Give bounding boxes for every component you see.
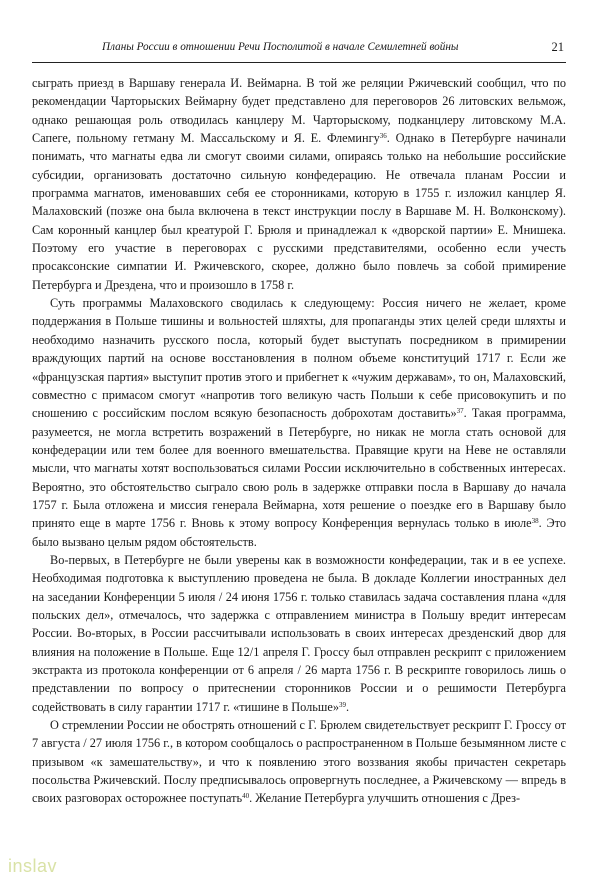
- running-header: [32, 36, 566, 63]
- text-segment: . Желание Петербурга улучшить отношения с Дрез-: [249, 791, 521, 806]
- text-segment: . Такая программа, разумеется, не могла встретить возражений в Петербурге, но никак не могла стать основой для конфедерации или тем более для военного вмешательства. Правящие круги на Неве не оставляли мысли, что магнаты хотят воспользоваться силами России исключительно в собственных интересах. Вероятно, это обстоятельство сыграло свою роль в задержке отправки посла в Варшаву до начала 1757 г. Была отложена и миссия генерала Веймарна, хотя решение о поездке его в Варшаву было принято еще в марте 1756 г. Вновь к этому вопросу Конференция вернулась только в июле: [32, 406, 567, 531]
- text-segment: Суть программы Малаховского сводилась к следующему: Россия ничего не желает, кроме поддержания в Польше тишины и вольностей шляхты, для пропаганды этих целей среди шляхты и необходимо назначить русского посла, который будет выступать посредником в примирении враждующих партий на основе восстановления в полном объеме конституций 1717 г. Если же «французская партия» выступит против этого и прибегнет к «чужим державам», то он, Малаховский, совместно с примасом смогут «напротив того великую часть Польши к себе присовокупить и по сношению с российским послом всякую безопасность доброхотам доставить»: [32, 296, 566, 421]
- footnote-ref-36: 36: [379, 132, 387, 141]
- running-title: Планы России в отношении Речи Посполитой в начале Семилетней войны: [102, 41, 459, 53]
- text-segment: . Это было вызвано целым рядом обстоятельств.: [32, 516, 566, 549]
- paragraph-2: [32, 294, 566, 551]
- text-segment: сыграть приезд в Варшаву генерала И. Веймарна. В той же реляции Ржичевский сообщил, что по рекомендации Чарторыских Веймарну будет представлено для переговоров 26 литовских вельмож, однако решающая роль отводилась канцлеру М. Чарторыскому, подканцлеру литовскому М.А. Сапеге, польному гетману М. Массальскому и Я. Е. Флемингу: [32, 76, 566, 146]
- text-segment: . Однако в Петербурге начинали понимать, что магнаты едва ли смогут своими силами, опираясь только на небольшие российские субсидии, организовать достаточно сильную конфедерацию. Не отвечала планам России и программа магнатов, именовавших себя ее сторонниками, которую в 1755 г. изложил канцлер Я. Малаховский (позже она была включена в текст инструкции послу в Варшаве М. Н. Волконскому). Сам коронный канцлер был креатурой Г. Брюля и принадлежал к «дворской партии» Е. Мнишека. Поэтому его участие в переговорах с русскими представителями, особенно если учесть просаксонские симпатии И. Ржичевского, скорее, должно было повлечь за собой примирение Петербурга и Дрездена, что и произошло в 1758 г.: [32, 131, 566, 292]
- paragraph-4: [32, 716, 566, 808]
- text-segment: О стремлении России не обострять отношений с Г. Брюлем свидетельствует рескрипт Г. Гроссу от 7 августа / 27 июля 1756 г., в котором сообщалось о распространенном в Польше безымянном листе с призывом «к замешательству», и что к появлению этого воззвания якобы причастен секретарь посольства Ржичевский. Послу предписывалось опровергнуть последнее, а Ржичевскому — впредь в своих разговорах осторожнее поступать: [32, 718, 566, 806]
- paragraph-1: [32, 74, 566, 294]
- page-number: 21: [551, 40, 564, 54]
- text-segment: Во-первых, в Петербурге не были уверены как в возможности конфедерации, так и в ее успехе. Необходимая подготовка к выступлению проведена не была. В докладе Коллегии иностранных дел на заседании Конференции 5 июля / 24 июня 1756 г. только ставилась задача составления плана «для польских дел», отмечалось, что задержка с отправлением министра в Польшу вредит интересам России. Во-вторых, в России рассчитывали использовать в своих интересах дрезденский двор для влияния на положение в Польше. Еще 12/1 апреля Г. Гроссу был отправлен рескрипт с приложением экстракта из протокола конференции от 6 апреля / 26 марта 1756 г. В рескрипте говорилось лишь о представлении по вопросу о притеснении сторонников России и о решимости Петербурга содействовать в силу гарантии 1717 г. «тишине в Польше»: [32, 552, 566, 714]
- watermark: inslav: [8, 856, 58, 876]
- footnote-ref-40: 40: [242, 792, 250, 801]
- text-segment: .: [345, 699, 350, 714]
- paragraph-3: [32, 551, 566, 716]
- footnote-ref-38: 38: [531, 517, 539, 526]
- body-text: [32, 74, 566, 808]
- footnote-ref-39: 39: [338, 700, 346, 709]
- footnote-ref-37: 37: [456, 407, 464, 416]
